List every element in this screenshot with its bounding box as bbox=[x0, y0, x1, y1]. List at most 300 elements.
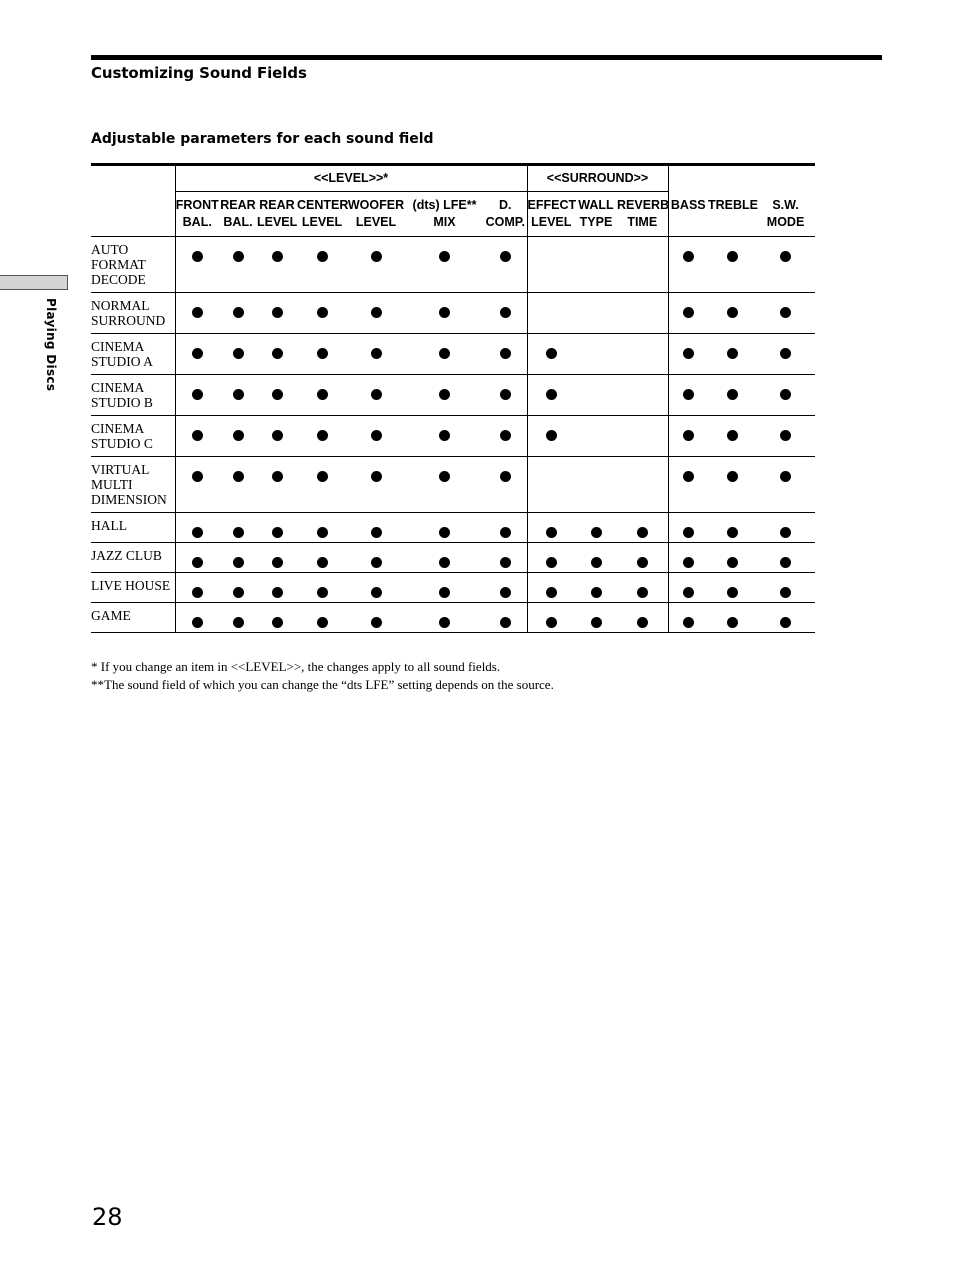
parameter-cell bbox=[219, 237, 257, 293]
parameter-cell bbox=[756, 573, 815, 603]
parameter-cell bbox=[219, 573, 257, 603]
adjustable-dot-icon bbox=[727, 617, 738, 628]
parameter-cell bbox=[527, 543, 575, 573]
column-header-line2: BAL. bbox=[182, 215, 212, 229]
parameter-cell bbox=[484, 334, 527, 375]
adjustable-dot-icon bbox=[371, 430, 382, 441]
parameter-cell bbox=[219, 603, 257, 633]
sound-field-label-line: STUDIO B bbox=[91, 395, 153, 410]
adjustable-dot-icon bbox=[272, 307, 283, 318]
parameter-cell bbox=[219, 416, 257, 457]
parameter-cell bbox=[575, 293, 617, 334]
parameter-cell bbox=[575, 513, 617, 543]
sound-field-label bbox=[91, 237, 175, 293]
parameter-cell bbox=[708, 457, 756, 513]
parameter-cell bbox=[219, 293, 257, 334]
sound-field-label-line: LIVE HOUSE bbox=[91, 578, 171, 593]
parameter-cell bbox=[257, 573, 297, 603]
parameter-cell bbox=[575, 237, 617, 293]
column-header bbox=[297, 192, 347, 237]
parameter-cell bbox=[575, 573, 617, 603]
parameter-cell bbox=[708, 513, 756, 543]
parameter-cell bbox=[668, 334, 708, 375]
sound-field-label-line: VIRTUAL bbox=[91, 462, 150, 477]
column-header bbox=[617, 192, 668, 237]
parameter-cell bbox=[668, 513, 708, 543]
parameter-cell bbox=[257, 375, 297, 416]
adjustable-dot-icon bbox=[439, 617, 450, 628]
adjustable-dot-icon bbox=[683, 557, 694, 568]
adjustable-dot-icon bbox=[683, 251, 694, 262]
parameter-cell bbox=[405, 543, 484, 573]
adjustable-dot-icon bbox=[272, 617, 283, 628]
adjustable-dot-icon bbox=[192, 307, 203, 318]
adjustable-dot-icon bbox=[272, 251, 283, 262]
parameter-cell bbox=[405, 293, 484, 334]
parameter-cell bbox=[527, 416, 575, 457]
parameter-cell bbox=[756, 513, 815, 543]
parameter-cell bbox=[756, 416, 815, 457]
column-header-line1: EFFECT bbox=[527, 198, 577, 212]
parameter-cell bbox=[617, 334, 668, 375]
adjustable-dot-icon bbox=[272, 557, 283, 568]
adjustable-dot-icon bbox=[683, 389, 694, 400]
adjustable-dot-icon bbox=[272, 389, 283, 400]
parameter-cell bbox=[219, 375, 257, 416]
adjustable-dot-icon bbox=[683, 307, 694, 318]
parameter-cell bbox=[405, 237, 484, 293]
adjustable-dot-icon bbox=[546, 557, 557, 568]
parameter-cell bbox=[175, 457, 219, 513]
parameter-cell bbox=[668, 543, 708, 573]
parameter-cell bbox=[347, 334, 405, 375]
adjustable-dot-icon bbox=[439, 430, 450, 441]
adjustable-dot-icon bbox=[637, 617, 648, 628]
column-header-line2: MIX bbox=[433, 215, 456, 229]
sound-field-label-line: CINEMA bbox=[91, 380, 145, 395]
parameter-cell bbox=[617, 573, 668, 603]
adjustable-dot-icon bbox=[233, 471, 244, 482]
adjustable-dot-icon bbox=[192, 471, 203, 482]
adjustable-dot-icon bbox=[233, 348, 244, 359]
adjustable-dot-icon bbox=[500, 430, 511, 441]
parameter-cell bbox=[219, 457, 257, 513]
adjustable-dot-icon bbox=[683, 430, 694, 441]
parameter-cell bbox=[756, 293, 815, 334]
parameter-cell bbox=[668, 293, 708, 334]
parameter-cell bbox=[575, 603, 617, 633]
parameter-cell bbox=[297, 543, 347, 573]
parameter-cell bbox=[527, 457, 575, 513]
adjustable-dot-icon bbox=[192, 557, 203, 568]
parameter-cell bbox=[347, 293, 405, 334]
parameter-cell bbox=[175, 543, 219, 573]
sound-field-label-line: HALL bbox=[91, 518, 127, 533]
parameter-cell bbox=[484, 543, 527, 573]
column-header-line2: TIME bbox=[627, 215, 658, 229]
parameter-cell bbox=[617, 543, 668, 573]
footnote-level: * If you change an item in <<LEVEL>>, the changes apply to all sound fields. bbox=[91, 659, 501, 674]
parameter-cell bbox=[756, 237, 815, 293]
adjustable-dot-icon bbox=[727, 251, 738, 262]
column-header-line2: LEVEL bbox=[355, 215, 397, 229]
adjustable-dot-icon bbox=[233, 557, 244, 568]
table-row bbox=[91, 573, 815, 603]
parameter-cell bbox=[257, 237, 297, 293]
header-rule bbox=[91, 55, 882, 60]
sound-field-label bbox=[91, 513, 175, 543]
sound-field-label-line: GAME bbox=[91, 608, 131, 623]
adjustable-dot-icon bbox=[546, 430, 557, 441]
adjustable-dot-icon bbox=[192, 348, 203, 359]
side-tab-marker bbox=[0, 275, 68, 290]
adjustable-dot-icon bbox=[546, 389, 557, 400]
adjustable-dot-icon bbox=[683, 471, 694, 482]
parameter-cell bbox=[257, 334, 297, 375]
adjustable-dot-icon bbox=[233, 430, 244, 441]
table-row bbox=[91, 416, 815, 457]
parameter-cell bbox=[575, 334, 617, 375]
adjustable-dot-icon bbox=[192, 587, 203, 598]
page-number: 28 bbox=[92, 1203, 123, 1231]
adjustable-dot-icon bbox=[272, 471, 283, 482]
parameter-cell bbox=[668, 375, 708, 416]
sound-field-label-line: JAZZ CLUB bbox=[91, 548, 162, 563]
adjustable-dot-icon bbox=[727, 430, 738, 441]
sound-field-label bbox=[91, 457, 175, 513]
parameter-cell bbox=[617, 457, 668, 513]
parameter-cell bbox=[668, 573, 708, 603]
parameter-cell bbox=[175, 416, 219, 457]
parameter-cell bbox=[708, 375, 756, 416]
parameter-cell bbox=[297, 237, 347, 293]
tone-group-header bbox=[668, 165, 815, 192]
parameter-cell bbox=[297, 573, 347, 603]
adjustable-dot-icon bbox=[546, 527, 557, 538]
sound-field-label-line: AUTO bbox=[91, 242, 129, 257]
adjustable-dot-icon bbox=[371, 251, 382, 262]
parameter-cell bbox=[484, 416, 527, 457]
parameter-cell bbox=[527, 237, 575, 293]
column-header bbox=[175, 192, 219, 237]
sound-field-label bbox=[91, 416, 175, 457]
adjustable-dot-icon bbox=[500, 389, 511, 400]
parameter-cell bbox=[668, 457, 708, 513]
parameter-cell bbox=[175, 375, 219, 416]
parameter-cell bbox=[405, 334, 484, 375]
column-header bbox=[527, 192, 575, 237]
column-header-line1: REAR bbox=[220, 198, 256, 212]
adjustable-dot-icon bbox=[371, 557, 382, 568]
parameter-cell bbox=[297, 334, 347, 375]
adjustable-dot-icon bbox=[371, 307, 382, 318]
parameter-cell bbox=[219, 543, 257, 573]
adjustable-dot-icon bbox=[500, 348, 511, 359]
parameter-cell bbox=[617, 375, 668, 416]
adjustable-dot-icon bbox=[233, 251, 244, 262]
column-header-line1: S.W. bbox=[772, 197, 799, 212]
column-header-line2: TYPE bbox=[579, 215, 613, 229]
parameter-cell bbox=[297, 457, 347, 513]
sound-field-label-line: MULTI bbox=[91, 477, 133, 492]
column-header-line2 bbox=[669, 214, 709, 231]
parameter-cell bbox=[297, 416, 347, 457]
column-header-line1: REAR bbox=[259, 198, 295, 212]
adjustable-dot-icon bbox=[439, 251, 450, 262]
parameter-cell bbox=[668, 416, 708, 457]
table-row bbox=[91, 513, 815, 543]
adjustable-dot-icon bbox=[727, 348, 738, 359]
parameter-cell bbox=[756, 457, 815, 513]
parameter-cell bbox=[756, 603, 815, 633]
adjustable-dot-icon bbox=[780, 527, 791, 538]
parameter-cell bbox=[756, 334, 815, 375]
parameter-cell bbox=[175, 237, 219, 293]
adjustable-dot-icon bbox=[371, 617, 382, 628]
column-header bbox=[756, 192, 815, 237]
parameter-cell bbox=[405, 573, 484, 603]
sound-field-label-line: CINEMA bbox=[91, 421, 145, 436]
parameter-cell bbox=[708, 603, 756, 633]
adjustable-dot-icon bbox=[780, 307, 791, 318]
parameter-cell bbox=[257, 543, 297, 573]
adjustable-dot-icon bbox=[371, 389, 382, 400]
parameter-cell bbox=[708, 573, 756, 603]
adjustable-dot-icon bbox=[317, 430, 328, 441]
adjustable-dot-icon bbox=[591, 557, 602, 568]
column-header-line1: D. bbox=[499, 198, 512, 212]
adjustable-dot-icon bbox=[192, 617, 203, 628]
parameter-cell bbox=[617, 603, 668, 633]
column-header bbox=[219, 192, 257, 237]
adjustable-dot-icon bbox=[500, 617, 511, 628]
adjustable-dot-icon bbox=[317, 471, 328, 482]
adjustable-dot-icon bbox=[317, 389, 328, 400]
column-header bbox=[668, 192, 708, 237]
parameter-cell bbox=[405, 416, 484, 457]
sound-field-label-line: FORMAT bbox=[91, 257, 146, 272]
parameter-cell bbox=[617, 237, 668, 293]
adjustable-dot-icon bbox=[233, 307, 244, 318]
adjustable-dot-icon bbox=[371, 527, 382, 538]
adjustable-dot-icon bbox=[637, 527, 648, 538]
parameter-cell bbox=[575, 457, 617, 513]
adjustable-dot-icon bbox=[371, 587, 382, 598]
sound-field-label bbox=[91, 603, 175, 633]
adjustable-dot-icon bbox=[272, 430, 283, 441]
corner-cell bbox=[91, 165, 175, 237]
adjustable-dot-icon bbox=[317, 587, 328, 598]
column-header-line2: COMP. bbox=[485, 215, 525, 229]
parameter-cell bbox=[175, 513, 219, 543]
parameter-cell bbox=[575, 543, 617, 573]
parameter-cell bbox=[175, 603, 219, 633]
column-header-line2: LEVEL bbox=[301, 215, 343, 229]
adjustable-dot-icon bbox=[439, 587, 450, 598]
parameter-cell bbox=[257, 513, 297, 543]
parameter-cell bbox=[668, 603, 708, 633]
adjustable-dot-icon bbox=[500, 527, 511, 538]
parameter-cell bbox=[405, 375, 484, 416]
sound-field-label bbox=[91, 573, 175, 603]
adjustable-dot-icon bbox=[439, 471, 450, 482]
parameter-cell bbox=[484, 573, 527, 603]
parameter-cell bbox=[175, 293, 219, 334]
parameter-cell bbox=[257, 416, 297, 457]
parameter-cell bbox=[257, 457, 297, 513]
adjustable-dot-icon bbox=[591, 587, 602, 598]
table-row bbox=[91, 334, 815, 375]
parameter-cell bbox=[405, 457, 484, 513]
level-group-header: <<LEVEL>>* bbox=[175, 165, 527, 192]
adjustable-dot-icon bbox=[683, 348, 694, 359]
adjustable-dot-icon bbox=[192, 430, 203, 441]
adjustable-dot-icon bbox=[683, 587, 694, 598]
sound-field-label-line: CINEMA bbox=[91, 339, 145, 354]
adjustable-dot-icon bbox=[637, 557, 648, 568]
adjustable-dot-icon bbox=[439, 557, 450, 568]
table-row bbox=[91, 603, 815, 633]
adjustable-dot-icon bbox=[683, 617, 694, 628]
adjustable-dot-icon bbox=[317, 527, 328, 538]
parameters-table bbox=[91, 163, 815, 633]
adjustable-dot-icon bbox=[233, 617, 244, 628]
adjustable-dot-icon bbox=[780, 557, 791, 568]
column-header bbox=[575, 192, 617, 237]
parameter-cell bbox=[347, 457, 405, 513]
parameter-cell bbox=[219, 334, 257, 375]
parameter-cell bbox=[527, 375, 575, 416]
parameter-cell bbox=[708, 543, 756, 573]
footnotes bbox=[91, 658, 554, 694]
adjustable-dot-icon bbox=[317, 557, 328, 568]
adjustable-dot-icon bbox=[317, 617, 328, 628]
column-header-line2: LEVEL bbox=[531, 215, 572, 229]
adjustable-dot-icon bbox=[192, 251, 203, 262]
parameter-cell bbox=[527, 513, 575, 543]
adjustable-dot-icon bbox=[439, 527, 450, 538]
adjustable-dot-icon bbox=[272, 527, 283, 538]
parameter-cell bbox=[257, 293, 297, 334]
sound-field-label bbox=[91, 334, 175, 375]
column-header-line2 bbox=[708, 214, 756, 231]
adjustable-dot-icon bbox=[272, 587, 283, 598]
adjustable-dot-icon bbox=[439, 389, 450, 400]
table-title: Adjustable parameters for each sound field bbox=[91, 131, 434, 147]
side-tab-label: Playing Discs bbox=[44, 298, 58, 392]
parameter-cell bbox=[575, 416, 617, 457]
parameter-cell bbox=[756, 375, 815, 416]
parameter-cell bbox=[347, 603, 405, 633]
adjustable-dot-icon bbox=[727, 389, 738, 400]
parameter-cell bbox=[297, 293, 347, 334]
adjustable-dot-icon bbox=[780, 617, 791, 628]
adjustable-dot-icon bbox=[780, 587, 791, 598]
table-row bbox=[91, 237, 815, 293]
parameter-cell bbox=[617, 513, 668, 543]
parameter-cell bbox=[484, 457, 527, 513]
adjustable-dot-icon bbox=[780, 389, 791, 400]
sound-field-label bbox=[91, 293, 175, 334]
adjustable-dot-icon bbox=[591, 527, 602, 538]
adjustable-dot-icon bbox=[317, 251, 328, 262]
column-header-line1: (dts) LFE** bbox=[412, 198, 477, 212]
parameter-cell bbox=[708, 416, 756, 457]
table-row bbox=[91, 457, 815, 513]
adjustable-dot-icon bbox=[727, 587, 738, 598]
adjustable-dot-icon bbox=[192, 527, 203, 538]
adjustable-dot-icon bbox=[727, 527, 738, 538]
column-header bbox=[347, 192, 405, 237]
adjustable-dot-icon bbox=[272, 348, 283, 359]
adjustable-dot-icon bbox=[439, 307, 450, 318]
adjustable-dot-icon bbox=[683, 527, 694, 538]
table-row bbox=[91, 293, 815, 334]
column-header-line1: WALL bbox=[578, 198, 614, 212]
parameter-cell bbox=[484, 603, 527, 633]
parameter-cell bbox=[527, 603, 575, 633]
parameter-cell bbox=[617, 416, 668, 457]
parameter-cell bbox=[484, 375, 527, 416]
adjustable-dot-icon bbox=[546, 348, 557, 359]
adjustable-dot-icon bbox=[500, 251, 511, 262]
footnote-dts-lfe: **The sound field of which you can change the “dts LFE” setting depends on the source. bbox=[91, 677, 554, 692]
parameter-cell bbox=[527, 573, 575, 603]
parameter-cell bbox=[297, 375, 347, 416]
table-row bbox=[91, 543, 815, 573]
column-header-line1: BASS bbox=[670, 197, 706, 212]
parameter-cell bbox=[347, 543, 405, 573]
parameter-cell bbox=[756, 543, 815, 573]
sound-field-label-line: STUDIO A bbox=[91, 354, 153, 369]
adjustable-dot-icon bbox=[727, 307, 738, 318]
parameter-cell bbox=[219, 513, 257, 543]
parameter-cell bbox=[297, 603, 347, 633]
parameter-cell bbox=[484, 237, 527, 293]
parameter-cell bbox=[175, 334, 219, 375]
parameter-cell bbox=[347, 416, 405, 457]
column-header-line2: LEVEL bbox=[257, 215, 298, 229]
parameter-cell bbox=[484, 513, 527, 543]
sound-field-label-line: NORMAL bbox=[91, 298, 150, 313]
adjustable-dot-icon bbox=[780, 251, 791, 262]
column-header bbox=[708, 192, 759, 237]
section-title: Customizing Sound Fields bbox=[91, 64, 307, 82]
adjustable-dot-icon bbox=[727, 471, 738, 482]
adjustable-dot-icon bbox=[780, 430, 791, 441]
adjustable-dot-icon bbox=[780, 348, 791, 359]
sound-field-label-line: STUDIO C bbox=[91, 436, 153, 451]
adjustable-dot-icon bbox=[317, 348, 328, 359]
parameter-cell bbox=[175, 573, 219, 603]
adjustable-dot-icon bbox=[727, 557, 738, 568]
adjustable-dot-icon bbox=[192, 389, 203, 400]
parameter-cell bbox=[257, 603, 297, 633]
adjustable-dot-icon bbox=[591, 617, 602, 628]
adjustable-dot-icon bbox=[233, 527, 244, 538]
column-header bbox=[484, 192, 527, 237]
sound-field-label-line: DIMENSION bbox=[91, 492, 167, 507]
column-header-line1: WOOFER bbox=[347, 198, 405, 212]
adjustable-dot-icon bbox=[233, 389, 244, 400]
parameter-cell bbox=[617, 293, 668, 334]
adjustable-dot-icon bbox=[546, 617, 557, 628]
adjustable-dot-icon bbox=[371, 348, 382, 359]
adjustable-dot-icon bbox=[371, 471, 382, 482]
parameter-cell bbox=[347, 237, 405, 293]
parameter-cell bbox=[575, 375, 617, 416]
parameter-cell bbox=[484, 293, 527, 334]
